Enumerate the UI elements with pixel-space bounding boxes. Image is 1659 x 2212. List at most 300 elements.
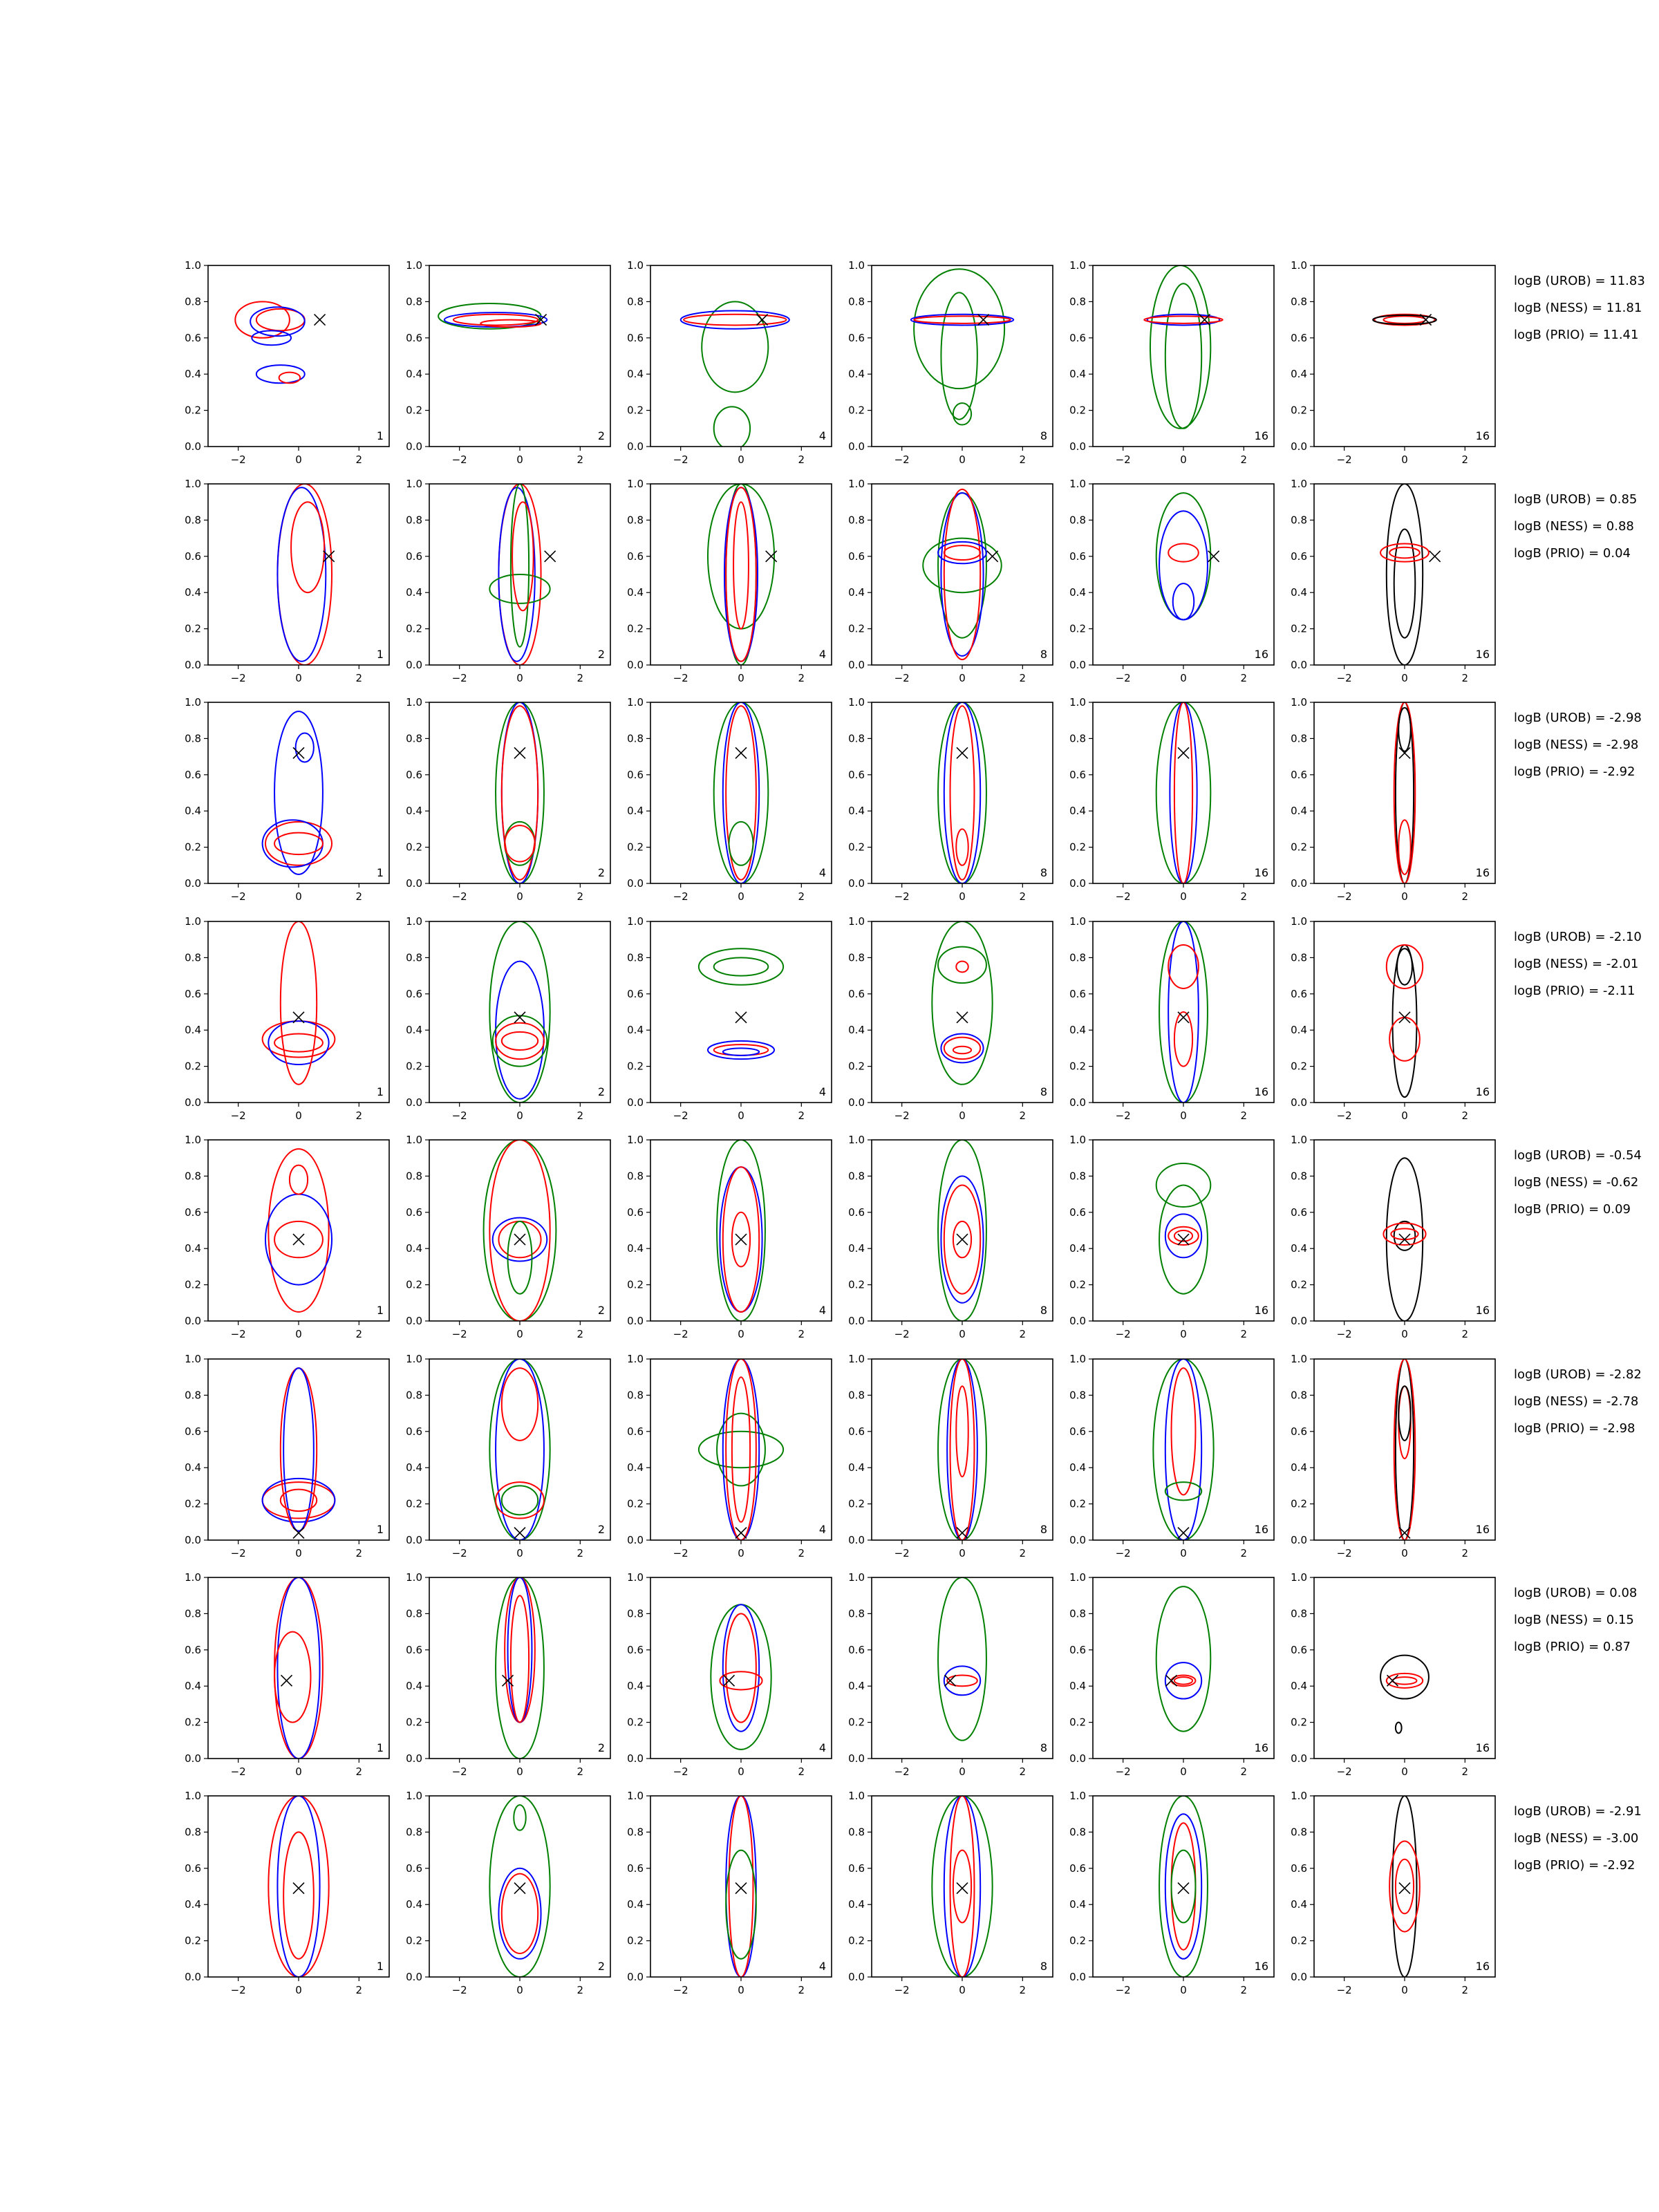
y-tick-label: 1.0: [406, 1790, 422, 1802]
contour-red-3: [956, 962, 968, 973]
x-tick-label: −2: [230, 890, 246, 903]
logb-label: logB (NESS) = -0.62: [1514, 1175, 1639, 1190]
contour-red-3: [1380, 543, 1429, 561]
panel-r4-c2: [406, 915, 610, 1122]
y-tick-label: 0.2: [185, 1934, 201, 1947]
x-tick-label: 2: [1461, 453, 1469, 466]
contour-green-4: [514, 1805, 525, 1830]
y-tick-label: 0.2: [627, 1278, 644, 1291]
x-tick-label: 2: [1019, 453, 1027, 466]
contour-red-4: [274, 833, 323, 854]
panel-corner-label: 1: [376, 648, 384, 661]
y-tick-label: 1.0: [185, 478, 201, 490]
y-tick-label: 0.8: [1291, 732, 1307, 745]
y-tick-label: 0.2: [848, 404, 865, 417]
panel-r7-c6: [1291, 1571, 1495, 1778]
contour-blue-5: [296, 733, 314, 762]
x-tick-label: −2: [894, 1547, 910, 1559]
true-value-marker: [987, 551, 998, 562]
x-tick-label: 0: [959, 453, 966, 466]
y-tick-label: 0.0: [627, 1534, 644, 1546]
contour-lines: [274, 1577, 323, 1759]
y-tick-label: 0.4: [185, 1024, 201, 1037]
x-tick-label: 0: [1180, 890, 1187, 903]
x-tick-label: −2: [673, 672, 688, 684]
x-tick-label: 2: [1240, 1984, 1248, 1996]
contour-blue-2: [263, 1479, 335, 1522]
contour-red-3: [1172, 1823, 1196, 1949]
y-tick-label: 0.4: [848, 1898, 865, 1911]
true-value-marker: [957, 1883, 968, 1894]
panel-corner-label: 16: [1254, 1741, 1268, 1754]
contour-blue-3: [681, 311, 789, 329]
x-tick-label: 0: [1180, 453, 1187, 466]
logb-label: logB (UROB) = -2.10: [1514, 930, 1642, 944]
axes-frame: [650, 702, 832, 883]
y-tick-label: 0.0: [1069, 1096, 1086, 1109]
true-value-marker: [735, 1528, 747, 1539]
logb-label: logB (UROB) = 0.08: [1514, 1586, 1638, 1600]
x-tick-label: 0: [295, 1984, 302, 1996]
contour-green-1: [938, 702, 986, 883]
contour-lines: [489, 1796, 550, 1977]
x-tick-label: −2: [451, 1765, 467, 1778]
panel-r8-c4: [848, 1790, 1053, 1996]
contour-red-3: [950, 706, 975, 880]
y-tick-label: 0.8: [627, 1826, 644, 1839]
y-tick-label: 1.0: [848, 478, 865, 490]
x-tick-label: 2: [1019, 890, 1027, 903]
panel-corner-label: 4: [818, 1523, 826, 1536]
contour-green-4: [505, 822, 535, 865]
contour-red-3: [281, 921, 317, 1085]
panel-r3-c1: [185, 696, 389, 903]
contour-lines: [717, 1140, 765, 1321]
contour-green-1: [699, 948, 783, 984]
y-tick-label: 0.8: [185, 732, 201, 745]
panel-corner-label: 16: [1254, 866, 1268, 879]
contour-red-3: [502, 1874, 538, 1953]
panel-r5-c1: [185, 1134, 389, 1340]
contour-red-4: [956, 1386, 968, 1477]
contour-red-4: [956, 829, 968, 865]
y-tick-label: 0.8: [1069, 295, 1086, 308]
y-tick-label: 0.8: [627, 951, 644, 964]
y-tick-label: 0.0: [1291, 1315, 1307, 1327]
y-tick-label: 1.0: [406, 259, 422, 272]
x-tick-label: 0: [516, 1547, 523, 1559]
x-tick-label: 0: [959, 1984, 966, 1996]
contour-blue-3: [708, 1041, 774, 1059]
axes-frame: [650, 1359, 832, 1540]
panel-r6-c3: [627, 1353, 832, 1559]
y-tick-label: 0.2: [1069, 1278, 1086, 1291]
contour-lines: [1159, 1796, 1208, 1977]
y-tick-label: 0.6: [1069, 1862, 1086, 1875]
y-tick-label: 0.6: [627, 550, 644, 563]
axes-frame: [650, 1796, 832, 1977]
axes-frame: [1314, 265, 1495, 447]
panel-corner-label: 1: [376, 1960, 384, 1973]
contour-blue-2: [1165, 1359, 1201, 1540]
y-tick-label: 0.8: [185, 1170, 201, 1183]
panel-corner-label: 16: [1254, 1523, 1268, 1536]
x-tick-label: −2: [451, 1547, 467, 1559]
y-tick-label: 1.0: [1069, 478, 1086, 490]
y-tick-label: 0.6: [848, 331, 865, 344]
panel-r6-c4: [848, 1353, 1053, 1559]
panel-r5-c5: [1069, 1134, 1274, 1340]
y-tick-label: 0.2: [627, 1497, 644, 1510]
contour-red-3: [726, 1613, 756, 1722]
x-tick-label: −2: [451, 1984, 467, 1996]
true-value-marker: [757, 315, 768, 326]
contour-green-1: [496, 702, 544, 883]
contour-green-1: [1153, 1359, 1213, 1540]
x-tick-label: 0: [959, 890, 966, 903]
contour-black-4: [1397, 948, 1412, 984]
y-tick-label: 0.8: [1291, 1607, 1307, 1620]
panel-corner-label: 4: [818, 429, 826, 442]
y-tick-label: 0.2: [406, 1934, 422, 1947]
y-tick-label: 0.2: [406, 1060, 422, 1073]
axes-frame: [872, 1796, 1053, 1977]
contour-red-5: [281, 1490, 317, 1511]
x-tick-label: −2: [673, 453, 688, 466]
contour-red-4: [1168, 1227, 1199, 1245]
contour-red-3: [947, 1675, 977, 1686]
y-tick-label: 0.2: [627, 404, 644, 417]
y-tick-label: 0.0: [1291, 440, 1307, 453]
contour-red-5: [914, 316, 1011, 323]
y-tick-label: 1.0: [406, 478, 422, 490]
true-value-marker: [735, 747, 747, 758]
y-tick-label: 1.0: [627, 1134, 644, 1146]
y-tick-label: 1.0: [1069, 915, 1086, 928]
panel-corner-label: 4: [818, 648, 826, 661]
y-tick-label: 0.4: [848, 586, 865, 599]
y-tick-label: 0.4: [848, 805, 865, 818]
panel-r5-c6: [1291, 1134, 1495, 1340]
x-tick-label: 0: [295, 1765, 302, 1778]
contour-green-2: [714, 406, 750, 450]
x-tick-label: 2: [1019, 1109, 1027, 1122]
x-tick-label: 0: [516, 890, 523, 903]
true-value-marker: [1208, 551, 1219, 562]
y-tick-label: 0.6: [848, 1425, 865, 1438]
contour-green-2: [714, 957, 769, 975]
x-tick-label: −2: [1115, 890, 1131, 903]
panel-corner-label: 16: [1254, 648, 1268, 661]
y-tick-label: 1.0: [1291, 1790, 1307, 1802]
panel-corner-label: 8: [1040, 1741, 1047, 1754]
true-value-marker: [293, 1883, 304, 1894]
x-tick-label: 0: [516, 672, 523, 684]
panel-corner-label: 8: [1040, 866, 1047, 879]
logb-label: logB (NESS) = 0.15: [1514, 1613, 1634, 1627]
y-tick-label: 0.8: [627, 732, 644, 745]
y-tick-label: 0.2: [185, 841, 201, 854]
true-value-marker: [545, 551, 556, 562]
contour-blue-4: [1173, 583, 1194, 619]
panel-r4-c5: [1069, 915, 1274, 1122]
x-tick-label: −2: [451, 1328, 467, 1340]
contour-green-1: [932, 1796, 992, 1977]
y-tick-label: 0.6: [1069, 768, 1086, 781]
x-tick-label: 2: [798, 672, 805, 684]
contour-green-1: [1156, 1586, 1211, 1732]
y-tick-label: 1.0: [185, 1790, 201, 1802]
contour-green-2: [938, 947, 986, 983]
contour-red-4: [726, 487, 756, 662]
x-tick-label: −2: [451, 1109, 467, 1122]
x-tick-label: −2: [673, 1765, 688, 1778]
panel-corner-label: 16: [1475, 1085, 1490, 1098]
contour-blue-2: [496, 962, 544, 1099]
y-tick-label: 0.0: [1291, 877, 1307, 890]
x-tick-label: 0: [1180, 672, 1187, 684]
y-tick-label: 0.0: [1291, 1096, 1307, 1109]
y-tick-label: 0.0: [185, 1752, 201, 1765]
y-tick-label: 0.6: [406, 331, 422, 344]
contour-red-2: [1389, 1841, 1420, 1932]
contour-red-4: [496, 1482, 544, 1518]
true-value-marker: [315, 315, 326, 326]
panel-r4-c6: [1291, 915, 1495, 1122]
contour-red-5: [732, 1377, 750, 1522]
axes-frame: [208, 1140, 389, 1321]
contour-black-4: [1396, 1723, 1402, 1734]
contour-red-5: [502, 1032, 538, 1050]
panel-r4-c1: [185, 915, 389, 1122]
y-tick-label: 0.6: [1069, 987, 1086, 1000]
y-tick-label: 0.0: [185, 1971, 201, 1983]
y-tick-label: 0.4: [1069, 368, 1086, 381]
panel-corner-label: 2: [597, 1960, 605, 1973]
y-tick-label: 0.8: [1069, 732, 1086, 745]
y-tick-label: 0.0: [1291, 1752, 1307, 1765]
y-tick-label: 0.0: [848, 877, 865, 890]
y-tick-label: 0.0: [406, 659, 422, 671]
y-tick-label: 1.0: [1069, 259, 1086, 272]
y-tick-label: 0.4: [848, 1242, 865, 1255]
y-tick-label: 0.2: [1291, 1716, 1307, 1729]
panel-r1-c3: [627, 259, 832, 466]
y-tick-label: 0.2: [1069, 622, 1086, 635]
contour-lines: [268, 1796, 328, 1977]
y-tick-label: 0.2: [1069, 1060, 1086, 1073]
y-tick-label: 0.4: [1291, 1898, 1307, 1911]
y-tick-label: 0.0: [848, 1534, 865, 1546]
y-tick-label: 0.4: [406, 1024, 422, 1037]
x-tick-label: −2: [1336, 1765, 1352, 1778]
true-value-marker: [1430, 551, 1441, 562]
x-tick-label: −2: [1336, 1109, 1352, 1122]
logb-label: logB (NESS) = -2.78: [1514, 1394, 1639, 1409]
y-tick-label: 0.4: [185, 586, 201, 599]
contour-lines: [932, 921, 992, 1085]
x-tick-label: −2: [673, 1109, 688, 1122]
y-tick-label: 0.2: [185, 404, 201, 417]
axes-frame: [872, 265, 1053, 447]
x-tick-label: 0: [1401, 672, 1408, 684]
x-tick-label: 2: [1240, 1109, 1248, 1122]
panel-corner-label: 16: [1475, 429, 1490, 442]
x-tick-label: 0: [1401, 453, 1408, 466]
x-tick-label: 2: [577, 672, 584, 684]
x-tick-label: −2: [230, 1109, 246, 1122]
y-tick-label: 0.4: [627, 1898, 644, 1911]
x-tick-label: 0: [1180, 1765, 1187, 1778]
contour-lines: [263, 921, 335, 1085]
y-tick-label: 0.8: [1291, 295, 1307, 308]
y-tick-label: 0.8: [406, 295, 422, 308]
contour-red-4: [290, 1165, 308, 1194]
contour-lines: [699, 1359, 783, 1540]
axes-frame: [429, 1796, 610, 1977]
contour-blue-5: [723, 1048, 759, 1055]
y-tick-label: 0.6: [1291, 1425, 1307, 1438]
contour-lines: [489, 484, 550, 665]
y-tick-label: 0.6: [1069, 1206, 1086, 1219]
true-value-marker: [724, 1675, 735, 1686]
x-tick-label: 2: [1461, 1109, 1469, 1122]
y-tick-label: 0.0: [185, 1534, 201, 1546]
y-tick-label: 1.0: [1069, 696, 1086, 709]
x-tick-label: 0: [1180, 1547, 1187, 1559]
contour-lines: [708, 484, 774, 665]
x-tick-label: 0: [738, 890, 744, 903]
contour-red-3: [281, 1368, 317, 1531]
y-tick-label: 0.2: [406, 1497, 422, 1510]
true-value-marker: [1166, 1675, 1177, 1686]
contour-red-6: [944, 545, 980, 560]
contour-green-2: [938, 493, 986, 638]
y-tick-label: 0.6: [848, 1643, 865, 1656]
y-tick-label: 0.6: [185, 1425, 201, 1438]
y-tick-label: 0.0: [185, 440, 201, 453]
x-tick-label: −2: [230, 1984, 246, 1996]
y-tick-label: 0.0: [406, 440, 422, 453]
y-tick-label: 0.4: [1069, 1242, 1086, 1255]
y-tick-label: 0.2: [627, 1934, 644, 1947]
y-tick-label: 0.6: [627, 1425, 644, 1438]
y-tick-label: 0.8: [848, 951, 865, 964]
y-tick-label: 1.0: [1291, 1134, 1307, 1146]
y-tick-label: 0.8: [848, 1389, 865, 1402]
y-tick-label: 0.4: [1291, 368, 1307, 381]
y-tick-label: 0.8: [627, 1170, 644, 1183]
y-tick-label: 0.2: [1069, 1716, 1086, 1729]
contour-red-3: [1168, 543, 1199, 561]
true-value-marker: [766, 551, 777, 562]
contour-red-3: [502, 1368, 538, 1441]
contour-lines: [235, 301, 304, 383]
y-tick-label: 0.2: [848, 841, 865, 854]
contour-green-1: [489, 1796, 550, 1977]
x-tick-label: −2: [1115, 1765, 1131, 1778]
panel-corner-label: 8: [1040, 1523, 1047, 1536]
panel-r7-c2: [406, 1571, 610, 1778]
y-tick-label: 1.0: [406, 915, 422, 928]
contour-lines: [911, 269, 1013, 424]
contour-red-4: [1174, 1012, 1192, 1067]
contour-green-3: [953, 403, 971, 424]
contour-blue-2: [498, 1868, 541, 1959]
contour-blue-2: [723, 1604, 759, 1731]
x-tick-label: 0: [1401, 1109, 1408, 1122]
x-tick-label: 2: [798, 1547, 805, 1559]
y-tick-label: 0.0: [1069, 440, 1086, 453]
contour-lines: [484, 1140, 556, 1321]
y-tick-label: 0.6: [1291, 331, 1307, 344]
y-tick-label: 0.6: [627, 987, 644, 1000]
y-tick-label: 0.0: [1069, 1534, 1086, 1546]
y-tick-label: 0.6: [1291, 987, 1307, 1000]
y-tick-label: 0.8: [848, 514, 865, 527]
y-tick-label: 0.6: [627, 1643, 644, 1656]
logb-label: logB (UROB) = 11.83: [1514, 274, 1645, 288]
y-tick-label: 1.0: [185, 1571, 201, 1584]
y-tick-label: 0.0: [627, 1971, 644, 1983]
y-tick-label: 0.2: [185, 1497, 201, 1510]
x-tick-label: 0: [959, 672, 966, 684]
contour-green-1: [1156, 702, 1211, 883]
x-tick-label: −2: [1336, 1984, 1352, 1996]
y-tick-label: 0.0: [1069, 659, 1086, 671]
y-tick-label: 0.2: [406, 1716, 422, 1729]
x-tick-label: −2: [1336, 1547, 1352, 1559]
y-tick-label: 0.2: [627, 1060, 644, 1073]
x-tick-label: 2: [1240, 672, 1248, 684]
panel-corner-label: 4: [818, 1304, 826, 1317]
panel-corner-label: 8: [1040, 429, 1047, 442]
axes-frame: [429, 1359, 610, 1540]
y-tick-label: 0.2: [1069, 841, 1086, 854]
y-tick-label: 0.4: [1069, 586, 1086, 599]
logb-label: logB (NESS) = -2.98: [1514, 738, 1639, 752]
logb-label: logB (UROB) = -0.54: [1514, 1148, 1642, 1163]
y-tick-label: 0.8: [406, 514, 422, 527]
true-value-marker: [1178, 1234, 1189, 1245]
y-tick-label: 0.6: [185, 987, 201, 1000]
contour-red-4: [1174, 1677, 1192, 1684]
contour-red-3: [291, 502, 324, 592]
x-tick-label: −2: [230, 453, 246, 466]
y-tick-label: 1.0: [627, 1353, 644, 1365]
y-tick-label: 0.6: [1291, 1206, 1307, 1219]
x-tick-label: 0: [1401, 1984, 1408, 1996]
y-tick-label: 0.4: [406, 586, 422, 599]
contour-blue-3: [263, 820, 323, 867]
y-tick-label: 0.0: [406, 1534, 422, 1546]
y-tick-label: 1.0: [185, 915, 201, 928]
panel-corner-label: 4: [818, 1085, 826, 1098]
contour-lines: [938, 1577, 986, 1741]
y-tick-label: 0.8: [1069, 1826, 1086, 1839]
x-tick-label: 0: [1180, 1984, 1187, 1996]
contour-green-2: [1165, 283, 1201, 429]
contour-black-4: [1398, 1386, 1410, 1441]
y-tick-label: 0.8: [627, 1607, 644, 1620]
y-tick-label: 0.8: [185, 514, 201, 527]
panel-corner-label: 1: [376, 1741, 384, 1754]
y-tick-label: 1.0: [848, 1790, 865, 1802]
x-tick-label: 2: [355, 1984, 363, 1996]
x-tick-label: 2: [1240, 890, 1248, 903]
contour-lines: [1380, 1656, 1429, 1734]
contour-red-3: [1396, 1859, 1414, 1914]
